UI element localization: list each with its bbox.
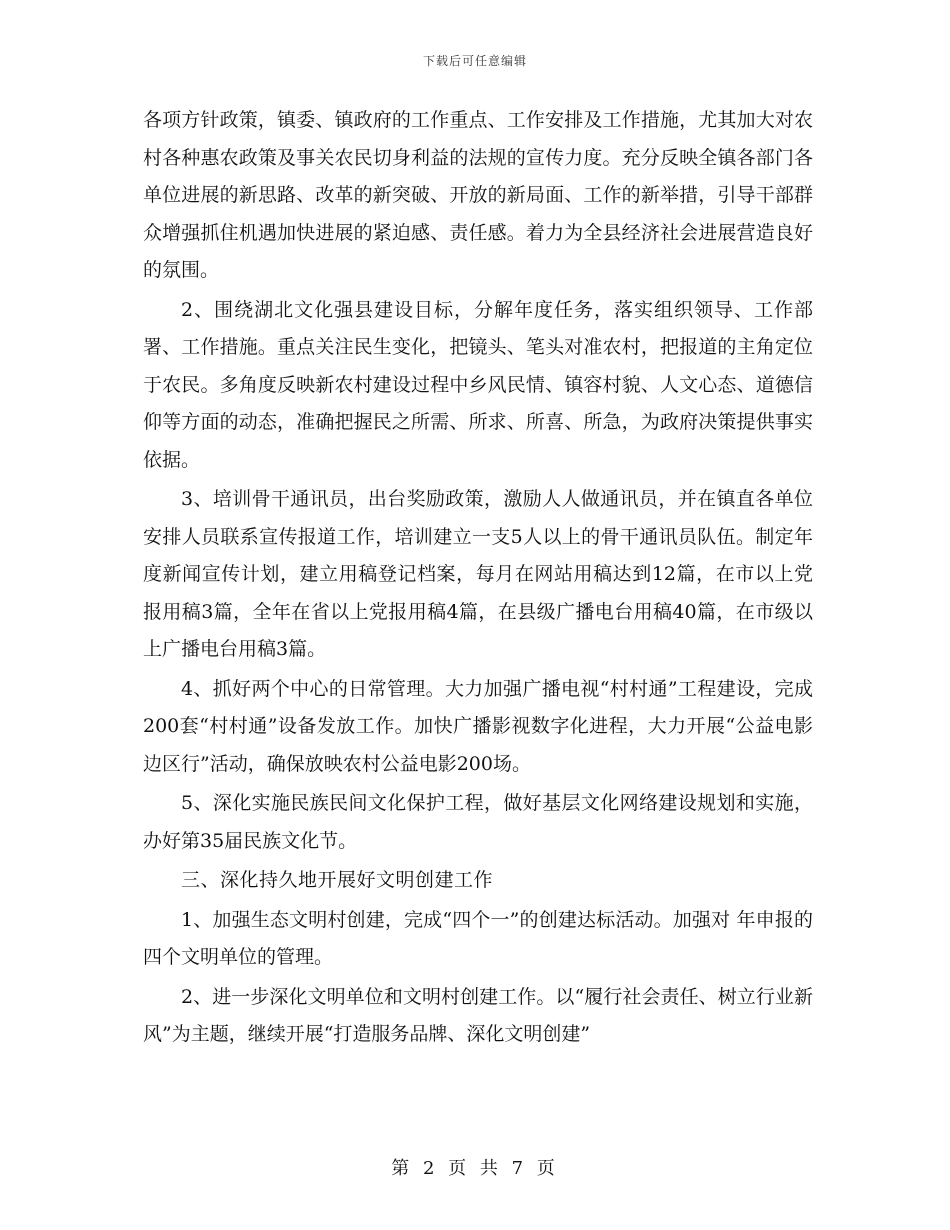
paragraph-item-2: 2、围绕湖北文化强县建设目标，分解年度任务，落实组织领导、工作部署、工作措施。重点关注民生变化，把镜头、笔头对准农村，把报道的主角定位于农民。多角度反映新农村建设过程中乡风民情、镇容村貌、人文心态、道德信仰等方面的动态，准确把握民之所需、所求、所喜、所急，为政府决策提供事实依据。 <box>143 298 813 471</box>
paragraph-item-4: 4、抓好两个中心的日常管理。大力加强广播电视“村村通”工程建设，完成200套“村村通”设备发放工作。加快广播影视数字化进程，大力开展“公益电影边区行”活动，确保放映农村公益电影200场。 <box>143 677 813 775</box>
paragraph-continuation: 各项方针政策，镇委、镇政府的工作重点、工作安排及工作措施，尤其加大对农村各种惠农政策及事关农民切身利益的法规的宣传力度。充分反映全镇各部门各单位进展的新思路、改革的新突破、开放的新局面、工作的新举措，引导干部群众增强抓住机遇加快进展的紧迫感、责任感。着力为全县经济社会进展营造良好的氛围。 <box>143 109 813 281</box>
page-number: 第 2 页 共 7 页 <box>391 1158 559 1179</box>
paragraph-item-1: 1、加强生态文明村创建，完成“四个一”的创建达标活动。加强对 年申报的四个文明单位的管理。 <box>143 908 813 968</box>
document-body <box>143 102 813 1056</box>
section-heading: 三、深化持久地开展好文明创建工作 <box>181 869 494 891</box>
paragraph-item-2b: 2、进一步深化文明单位和文明村创建工作。以“履行社会责任、树立行业新风”为主题，继续开展“打造服务品牌、深化文明创建” <box>143 985 813 1045</box>
page-header: 下载后可任意编辑 <box>422 54 527 68</box>
paragraph-item-3: 3、培训骨干通讯员，出台奖励政策，激励人人做通讯员，并在镇直各单位安排人员联系宣传报道工作，培训建立一支5人以上的骨干通讯员队伍。制定年度新闻宣传计划，建立用稿登记档案，每月在网站用稿达到12篇，在市以上党报用稿3篇，全年在省以上党报用稿4篇，在县级广播电台用稿40篇，在市级以上广播电台用稿3篇。 <box>143 488 813 660</box>
paragraph-item-5: 5、深化实施民族民间文化保护工程，做好基层文化网络建设规划和实施，办好第35届民族文化节。 <box>143 792 813 852</box>
